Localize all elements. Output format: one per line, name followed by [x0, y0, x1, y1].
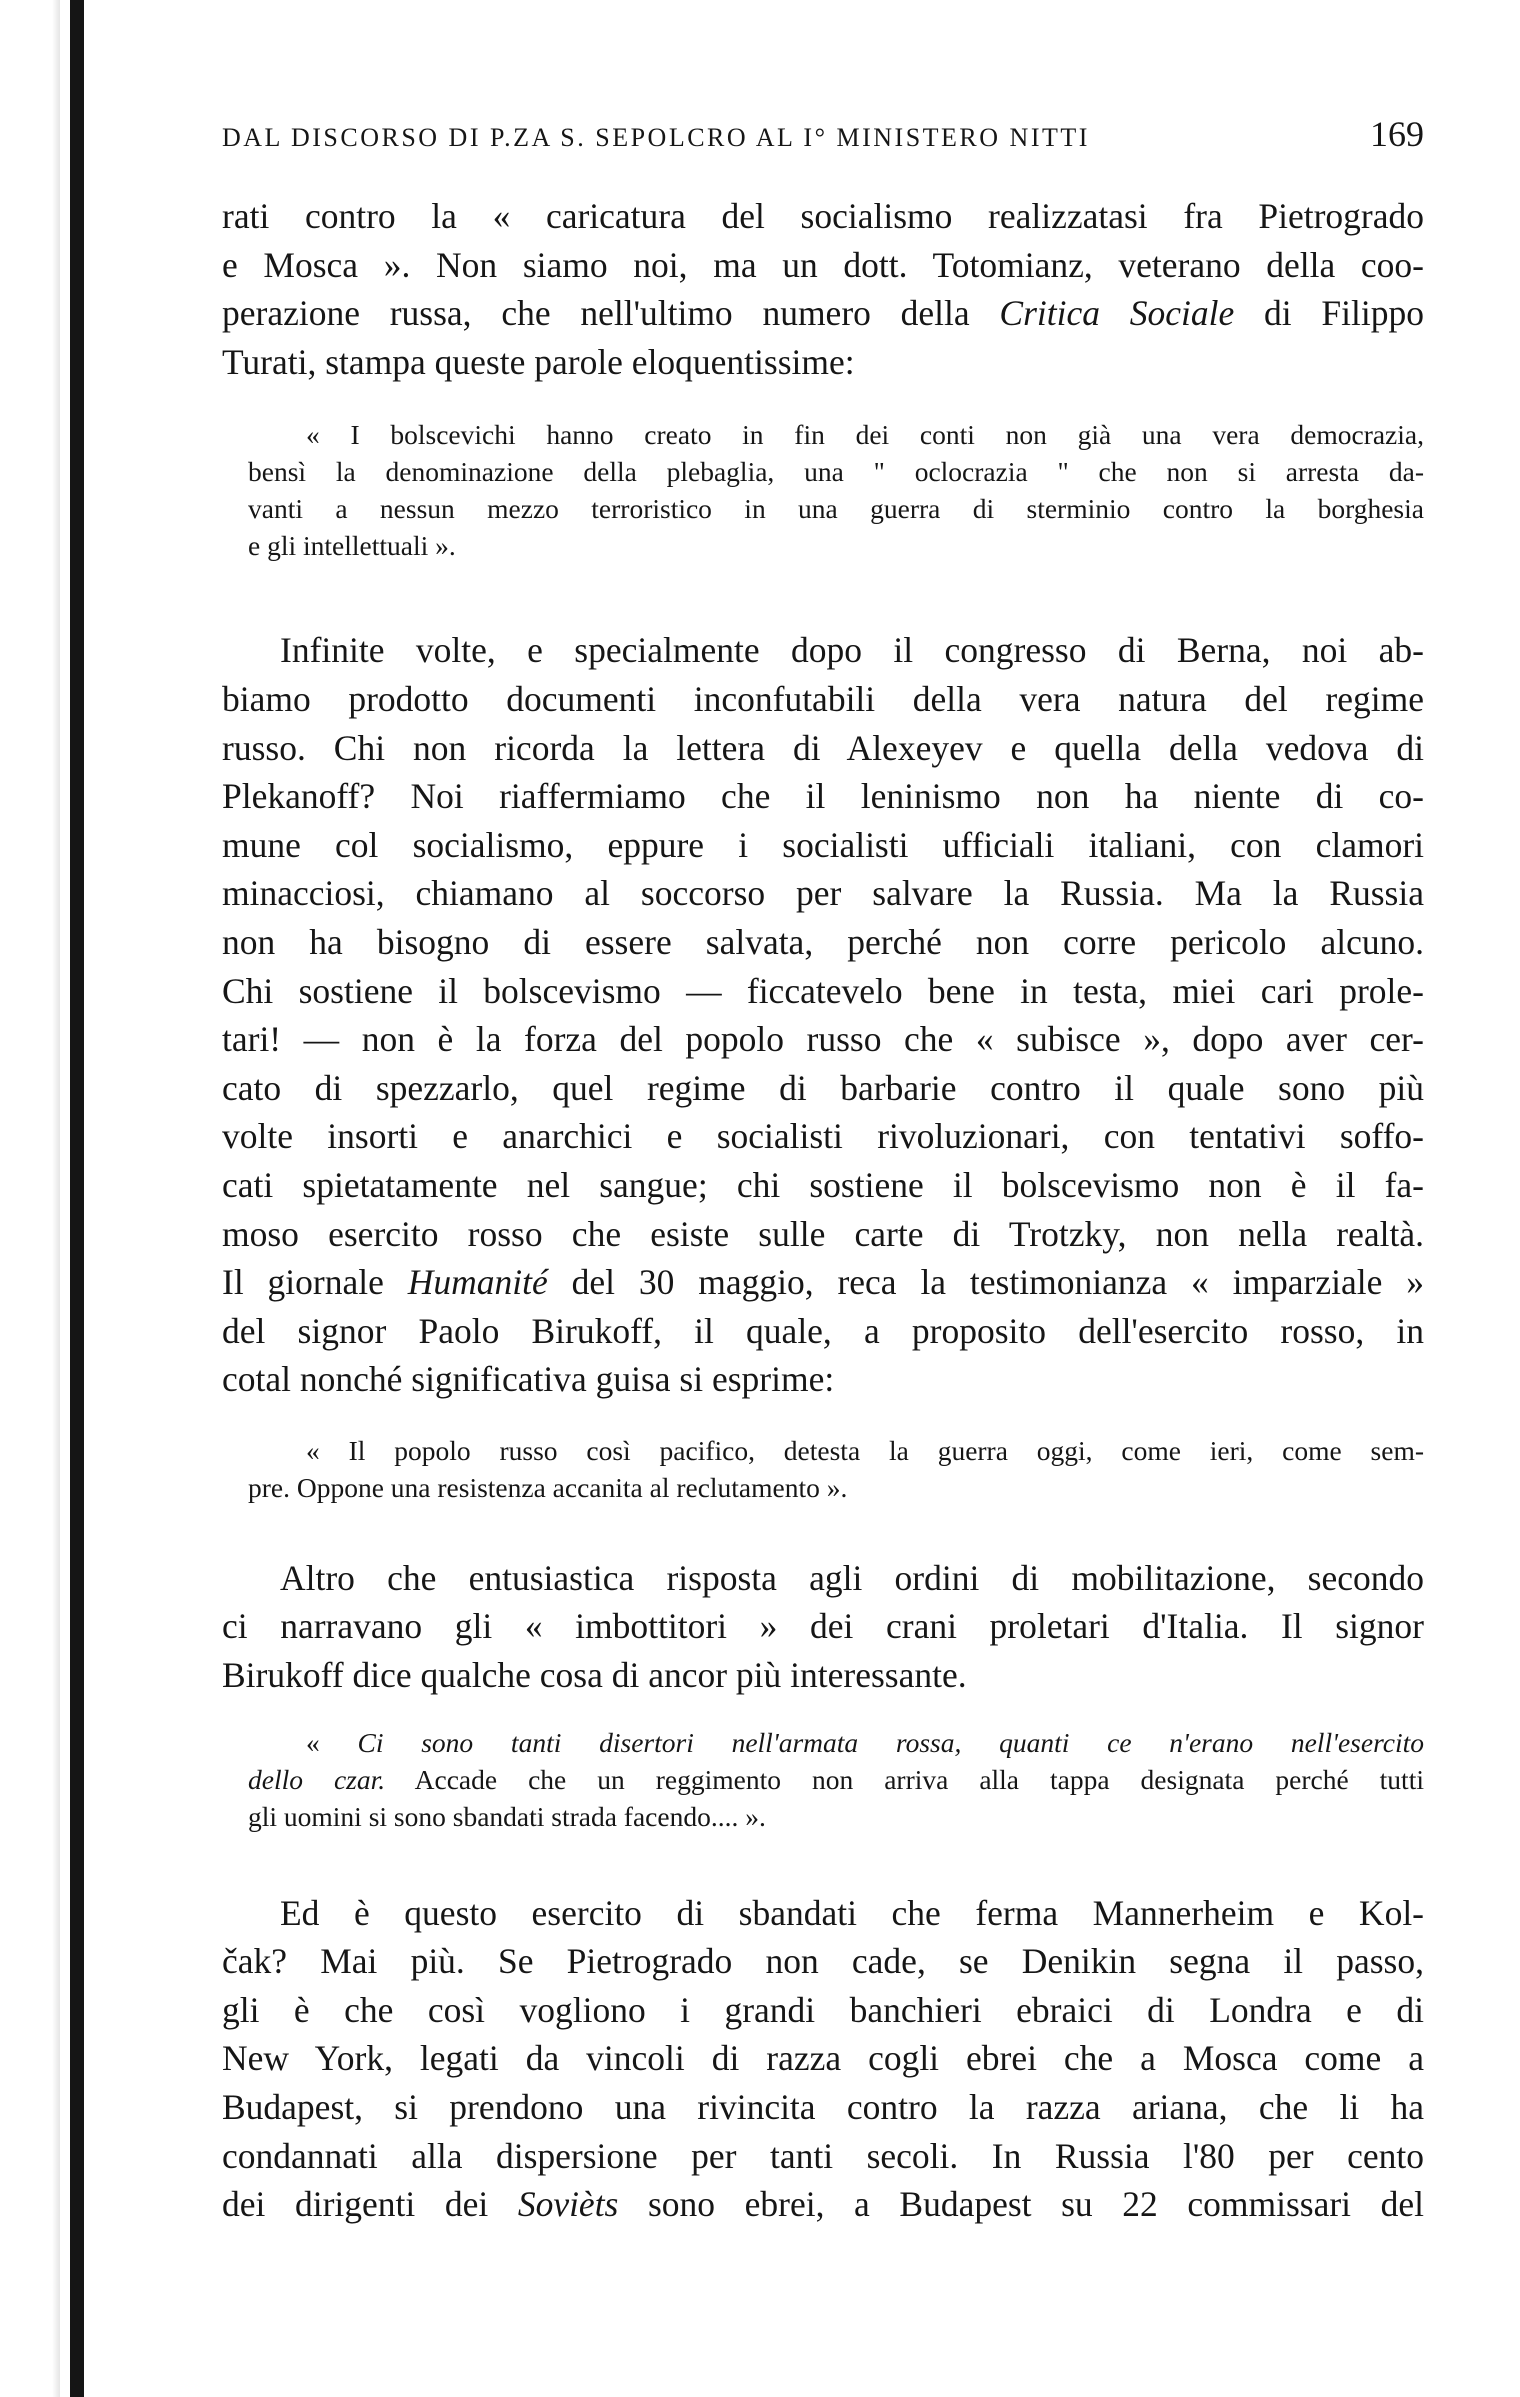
block-quote-3 — [222, 1724, 1424, 1835]
newspaper-title-humanite: Humanité — [407, 1262, 548, 1303]
text-line: Altro che entusiastica risposta agli ordini di mobilitazione, secondo — [280, 1557, 1424, 1598]
quote-line: « Ci sono tanti disertori nell'armata rossa, quanti ce n'erano nell'esercito — [306, 1726, 1424, 1758]
book-page — [222, 106, 1424, 2229]
quote-line: « I bolscevichi hanno creato in fin dei conti non già una vera democrazia, — [306, 419, 1424, 451]
text-line: cati spietatamente nel sangue; chi sostiene il bolscevismo non è il fa- — [222, 1164, 1424, 1205]
text-line: Chi sostiene il bolscevismo — ficcatevelo bene in testa, miei cari prole- — [222, 970, 1424, 1011]
text-line: mune col socialismo, eppure i socialisti ufficiali italiani, con clamori — [222, 824, 1424, 865]
text-line: e Mosca ». Non siamo noi, ma un dott. Totomianz, veterano della coo- — [222, 244, 1424, 285]
text-line: minacciosi, chiamano al soccorso per salvare la Russia. Ma la Russia — [222, 873, 1424, 914]
text-line: volte insorti e anarchici e socialisti rivoluzionari, con tentativi soffo- — [222, 1116, 1424, 1157]
text-line: Il giornale Humanité del 30 maggio, reca la testimonianza « imparziale » — [222, 1262, 1424, 1303]
text-line: russo. Chi non ricorda la lettera di Alexeyev e quella della vedova di — [222, 727, 1424, 768]
text-line: cotal nonché significativa guisa si esprime: — [222, 1359, 835, 1400]
text-line: Ed è questo esercito di sbandati che ferma Mannerheim e Kol- — [280, 1892, 1424, 1933]
page-number: 169 — [1370, 114, 1424, 154]
paragraph-1 — [222, 192, 1424, 386]
term-soviets: Sovièts — [517, 2184, 619, 2225]
text-line: cato di spezzarlo, quel regime di barbarie contro il quale sono più — [222, 1067, 1424, 1108]
text-line: moso esercito rosso che esiste sulle carte di Trotzky, non nella realtà. — [222, 1213, 1424, 1254]
text-line: dei dirigenti dei Sovièts sono ebrei, a Budapest su 22 commissari del — [222, 2184, 1424, 2225]
text-line: Budapest, si prendono una rivincita contro la razza ariana, che li ha — [222, 2087, 1424, 2128]
text-line: Birukoff dice qualche cosa di ancor più interessante. — [222, 1655, 967, 1696]
paragraph-3 — [222, 1554, 1424, 1700]
text-line: Plekanoff? Noi riaffermiamo che il leninismo non ha niente di co- — [222, 776, 1424, 817]
text-line: Infinite volte, e specialmente dopo il congresso di Berna, noi ab- — [280, 630, 1424, 671]
text-line: Turati, stampa queste parole eloquentissime: — [222, 341, 855, 382]
quote-line: pre. Oppone una resistenza accanita al reclutamento ». — [248, 1471, 848, 1503]
journal-title-critica-sociale: Critica Sociale — [999, 293, 1235, 334]
quote-line: e gli intellettuali ». — [248, 530, 456, 562]
text-line: gli è che così vogliono i grandi banchieri ebraici di Londra e di — [222, 1989, 1424, 2030]
block-quote-2 — [222, 1432, 1424, 1506]
quote-line: dello czar. Accade che un reggimento non arriva alla tappa designata perché tutti — [248, 1763, 1424, 1795]
text-line: rati contro la « caricatura del socialismo realizzatasi fra Pietrogrado — [222, 196, 1424, 236]
paragraph-4 — [222, 1889, 1424, 2229]
text-line: del signor Paolo Birukoff, il quale, a proposito dell'esercito rosso, in — [222, 1310, 1424, 1351]
text-line: tari! — non è la forza del popolo russo che « subisce », dopo aver cer- — [222, 1019, 1424, 1060]
quote-line: « Il popolo russo così pacifico, detesta la guerra oggi, come ieri, come sem- — [306, 1434, 1424, 1466]
text-line: perazione russa, che nell'ultimo numero della Critica Sociale di Filippo — [222, 293, 1424, 334]
text-line: non ha bisogno di essere salvata, perché non corre pericolo alcuno. — [222, 921, 1424, 962]
quote-line: vanti a nessun mezzo terroristico in una guerra di sterminio contro la borghesia — [248, 493, 1424, 525]
text-line: čak? Mai più. Se Pietrogrado non cade, se Denikin segna il passo, — [222, 1941, 1424, 1982]
text-line: biamo prodotto documenti inconfutabili della vera natura del regime — [222, 678, 1424, 719]
text-line: New York, legati da vincoli di razza cogli ebrei che a Mosca come a — [222, 2038, 1424, 2079]
binding-shadow — [52, 0, 60, 2397]
text-line: condannati alla dispersione per tanti secoli. In Russia l'80 per cento — [222, 2135, 1424, 2176]
running-head — [222, 106, 1424, 166]
paragraph-2 — [222, 626, 1424, 1404]
quote-line: bensì la denominazione della plebaglia, una " oclocrazia " che non si arresta da- — [248, 456, 1424, 488]
quote-line: gli uomini si sono sbandati strada facendo.... ». — [248, 1800, 766, 1832]
text-line: ci narravano gli « imbottitori » dei crani proletari d'Italia. Il signor — [222, 1606, 1424, 1647]
running-head-title: DAL DISCORSO DI P.ZA S. SEPOLCRO AL I° MINISTERO NITTI — [222, 123, 1090, 152]
book-binding-edge — [70, 0, 84, 2397]
block-quote-1 — [222, 416, 1424, 564]
